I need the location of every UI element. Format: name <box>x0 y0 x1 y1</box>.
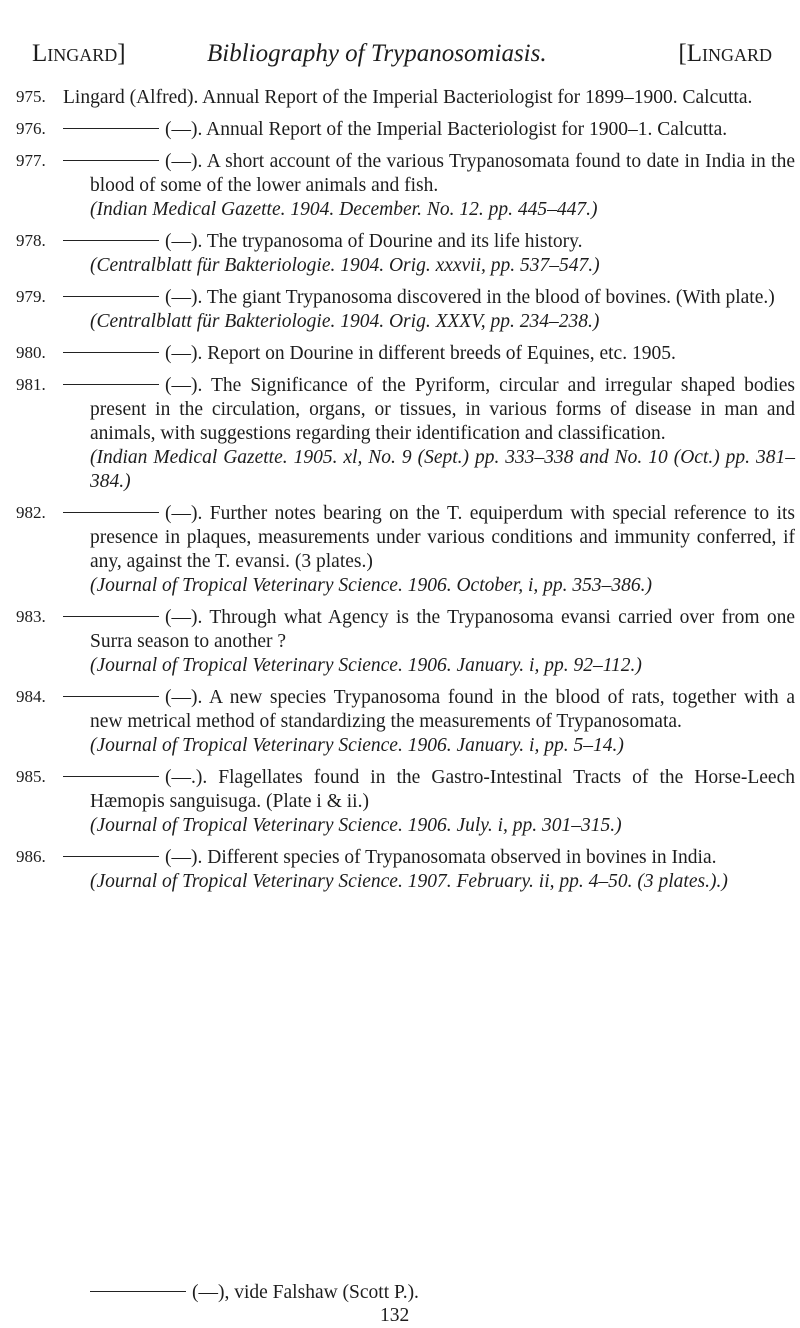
entry-citation: (Journal of Tropical Veterinary Science. 1906. January. i, pp. 5–14.) <box>90 735 624 756</box>
entry-text: (—). A short account of the various Trypanosomata found to date in India in the blood of some of the lower animals and fish. <box>90 151 795 196</box>
entry-text: (—). Report on Dourine in different breeds of Equines, etc. 1905. <box>165 343 676 364</box>
header-author-right: [Lingard <box>678 40 772 67</box>
cross-reference <box>90 1282 419 1304</box>
entry-citation: (Indian Medical Gazette. 1904. December. No. 12. pp. 445–447.) <box>90 199 598 220</box>
ditto-dash <box>63 160 159 161</box>
ditto-dash <box>63 128 159 129</box>
bibliography-entry <box>0 374 800 494</box>
entry-text: (—). The Significance of the Pyriform, circular and irregular shaped bodies present in the circulation, organs, or tissues, in various forms of disease in man and animals, with suggestions regarding their identification and classification. <box>90 375 795 444</box>
bibliography-entry <box>0 766 800 838</box>
ditto-dash <box>63 384 159 385</box>
entry-citation: (Journal of Tropical Veterinary Science. 1906. January. i, pp. 92–112.) <box>90 655 642 676</box>
entry-number: 981. <box>16 375 46 394</box>
entry-number: 976. <box>16 119 46 138</box>
entry-citation: (Centralblatt für Bakteriologie. 1904. Orig. xxxvii, pp. 537–547.) <box>90 255 600 276</box>
ditto-dash <box>63 696 159 697</box>
entry-text: (—). The giant Trypanosoma discovered in the blood of bovines. (With plate.) <box>165 287 775 308</box>
entry-citation: (Journal of Tropical Veterinary Science. 1907. February. ii, pp. 4–50. (3 plates.).) <box>90 871 728 892</box>
running-header <box>32 40 772 76</box>
entry-text: (—). Further notes bearing on the T. equiperdum with special reference to its presence in plaques, measurements under various conditions and immunity conferred, if any, against the T. evansi. (3 plates.) <box>90 503 795 572</box>
entry-number: 984. <box>16 687 46 706</box>
entry-number: 986. <box>16 847 46 866</box>
ditto-dash <box>90 1291 186 1292</box>
entry-number: 985. <box>16 767 46 786</box>
bibliography-list <box>0 86 800 902</box>
bibliography-entry <box>0 150 800 222</box>
entry-text: (—). Through what Agency is the Trypanosoma evansi carried over from one Surra season to another ? <box>90 607 795 652</box>
entry-text: Lingard (Alfred). Annual Report of the Imperial Bacteriologist for 1899–1900. Calcutta. <box>63 87 753 108</box>
bibliography-entry <box>0 502 800 598</box>
entry-text: (—). Annual Report of the Imperial Bacteriologist for 1900–1. Calcutta. <box>165 119 728 140</box>
entry-citation: (Centralblatt für Bakteriologie. 1904. Orig. XXXV, pp. 234–238.) <box>90 311 600 332</box>
bibliography-entry <box>0 286 800 334</box>
bibliography-entry <box>0 686 800 758</box>
ditto-dash <box>63 776 159 777</box>
bibliography-entry <box>0 342 800 366</box>
entry-number: 982. <box>16 503 46 522</box>
entry-number: 978. <box>16 231 46 250</box>
entry-number: 975. <box>16 87 46 106</box>
entry-citation: (Journal of Tropical Veterinary Science. 1906. October, i, pp. 353–386.) <box>90 575 652 596</box>
ditto-dash <box>63 856 159 857</box>
entry-number: 979. <box>16 287 46 306</box>
bibliography-entry <box>0 86 800 110</box>
ditto-dash <box>63 296 159 297</box>
header-title: Bibliography of Trypanosomiasis. <box>207 40 547 67</box>
header-author: Lingard] <box>32 40 126 67</box>
entry-citation: (Indian Medical Gazette. 1905. xl, No. 9 (Sept.) pp. 333–338 and No. 10 (Oct.) pp. 381–384.) <box>90 447 795 492</box>
entry-number: 980. <box>16 343 46 362</box>
ditto-dash <box>63 512 159 513</box>
entry-text: (—). Different species of Trypanosomata observed in bovines in India. <box>165 847 717 868</box>
bibliography-entry <box>0 118 800 142</box>
bibliography-entry <box>0 846 800 894</box>
ditto-dash <box>63 240 159 241</box>
cross-reference-text: (—), vide Falshaw (Scott P.). <box>192 1282 419 1303</box>
ditto-dash <box>63 616 159 617</box>
entry-text: (—). A new species Trypanosoma found in the blood of rats, together with a new metrical method of standardizing the measurements of Trypanosomata. <box>90 687 795 732</box>
entry-number: 983. <box>16 607 46 626</box>
entry-text: (—.). Flagellates found in the Gastro-Intestinal Tracts of the Horse-Leech Hæmopis sanguisuga. (Plate i & ii.) <box>90 767 795 812</box>
entry-text: (—). The trypanosoma of Dourine and its life history. <box>165 231 583 252</box>
entry-number: 977. <box>16 151 46 170</box>
bibliography-entry <box>0 606 800 678</box>
bibliography-entry <box>0 230 800 278</box>
entry-citation: (Journal of Tropical Veterinary Science. 1906. July. i, pp. 301–315.) <box>90 815 622 836</box>
ditto-dash <box>63 352 159 353</box>
page-number: 132 <box>380 1305 410 1326</box>
